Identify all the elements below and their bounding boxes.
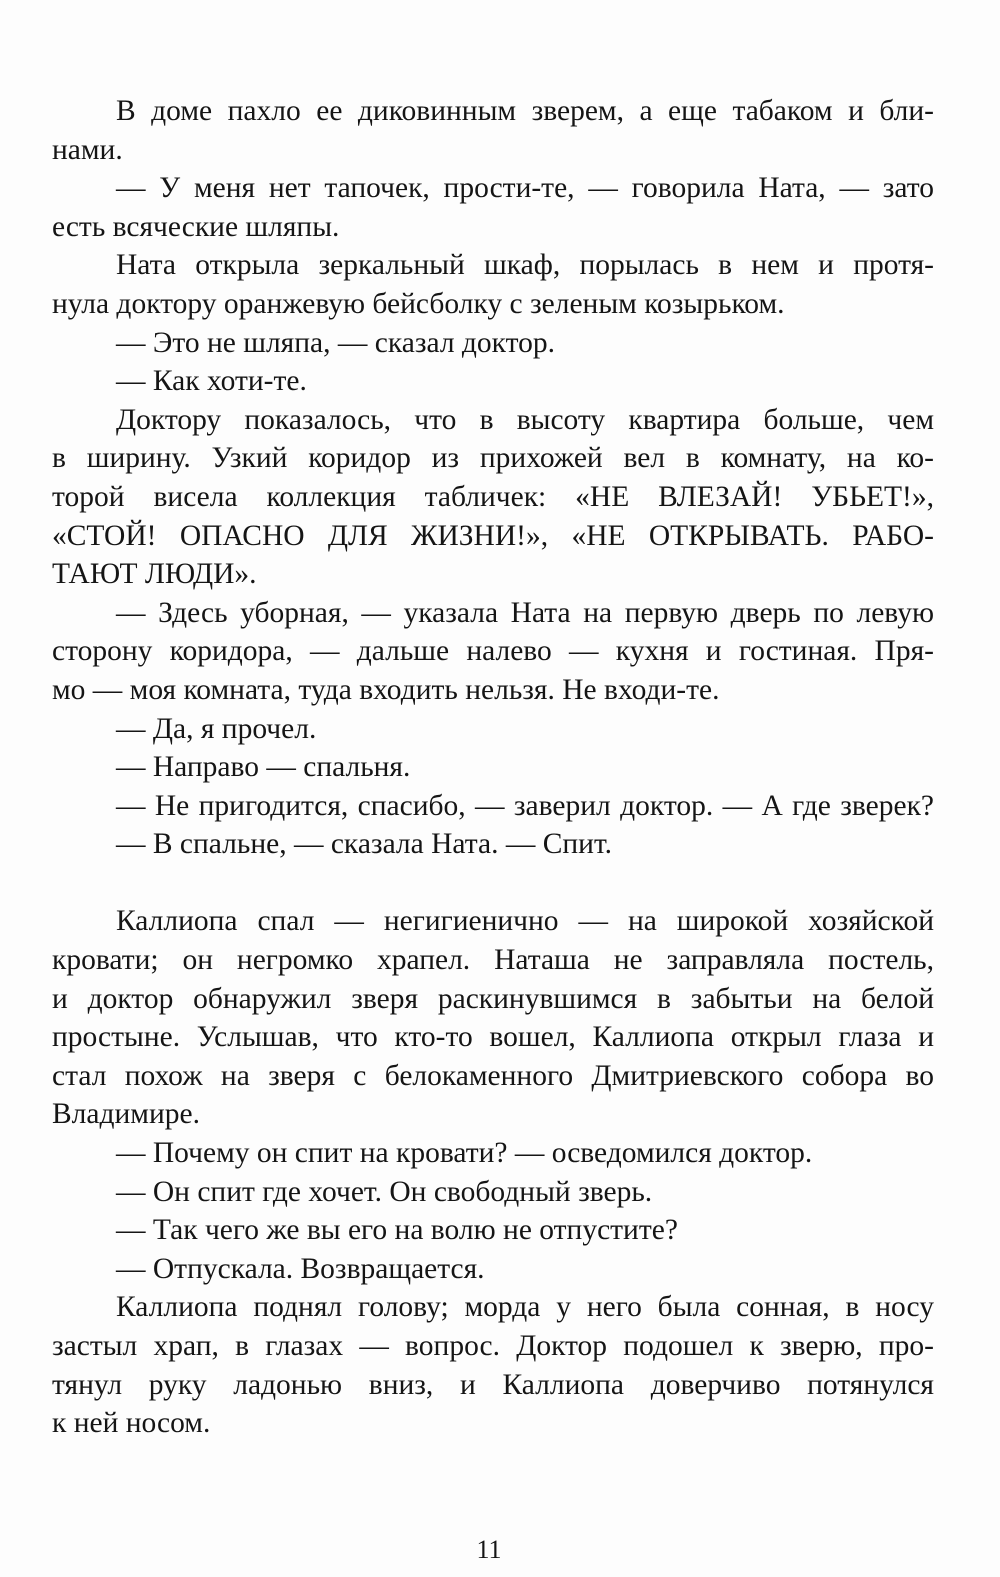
text-line: тянул руку ладонью вниз, и Каллиопа доверчиво потянулся — [52, 1368, 934, 1401]
text-line: — Он спит где хочет. Он свободный зверь. — [116, 1175, 653, 1208]
text-line: — Почему он спит на кровати? — осведомился доктор. — [116, 1137, 813, 1170]
text-line: — Так чего же вы его на волю не отпустите? — [116, 1214, 678, 1247]
text-line: и доктор обнаружил зверя раскинувшимся в забытьи на белой — [52, 982, 934, 1015]
text-line: — В спальне, — сказала Ната. — Спит. — [116, 828, 613, 861]
text-line: ТАЮТ ЛЮДИ». — [52, 558, 257, 591]
text-line: — Да, я прочел. — [116, 712, 317, 745]
text-line: — У меня нет тапочек, прости-те, — говорила Ната, — зато — [116, 172, 934, 205]
text-line: стал похож на зверя с белокаменного Дмитриевского собора во — [52, 1059, 934, 1092]
text-line: Доктору показалось, что в высоту квартира больше, чем — [116, 403, 934, 436]
text-line: сторону коридора, — дальше налево — кухня и гостиная. Пря- — [52, 635, 934, 668]
text-line: застыл храп, в глазах — вопрос. Доктор подошел к зверю, про- — [52, 1330, 934, 1362]
page-number: 11 — [476, 1535, 502, 1564]
section-break — [52, 864, 934, 903]
text-line: Каллиопа поднял голову; морда у него была сонная, в носу — [116, 1291, 934, 1324]
text-line: торой висела коллекция табличек: «НЕ ВЛЕЗАЙ! УБЬЕТ!», — [52, 480, 934, 513]
text-line: Каллиопа спал — негигиенично — на широкой хозяйской — [116, 905, 934, 938]
text-line: — Здесь уборная, — указала Ната на первую дверь по левую — [116, 596, 934, 629]
text-line: — Как хоти-те. — [116, 365, 307, 398]
text-line: нами. — [52, 133, 123, 166]
body-text — [52, 92, 934, 1443]
text-line: к ней носом. — [52, 1407, 211, 1440]
text-line: Ната открыла зеркальный шкаф, порылась в нем и протя- — [116, 249, 934, 282]
text-line: кровати; он негромко храпел. Наташа не заправляла постель, — [52, 944, 934, 977]
text-line: простыне. Услышав, что кто-то вошел, Каллиопа открыл глаза и — [52, 1021, 934, 1054]
text-line: «СТОЙ! ОПАСНО ДЛЯ ЖИЗНИ!», «НЕ ОТКРЫВАТЬ. РАБО- — [52, 519, 934, 552]
text-line: Владимире. — [52, 1098, 200, 1131]
text-line: есть всяческие шляпы. — [52, 210, 340, 243]
text-line: мо — моя комната, туда входить нельзя. Не входи-те. — [52, 673, 720, 706]
text-line: в ширину. Узкий коридор из прихожей вел в комнату, на ко- — [52, 442, 934, 475]
text-line: В доме пахло ее диковинным зверем, а еще табаком и бли- — [116, 95, 934, 127]
text-line: нула доктору оранжевую бейсболку с зеленым козырьком. — [52, 287, 785, 320]
text-line: — Это не шляпа, — сказал доктор. — [116, 326, 555, 359]
text-line: — Направо — спальня. — [116, 751, 411, 784]
text-line: — Не пригодится, спасибо, — заверил доктор. — А где зверек? — [116, 789, 934, 822]
text-line: — Отпускала. Возвращается. — [116, 1252, 485, 1285]
